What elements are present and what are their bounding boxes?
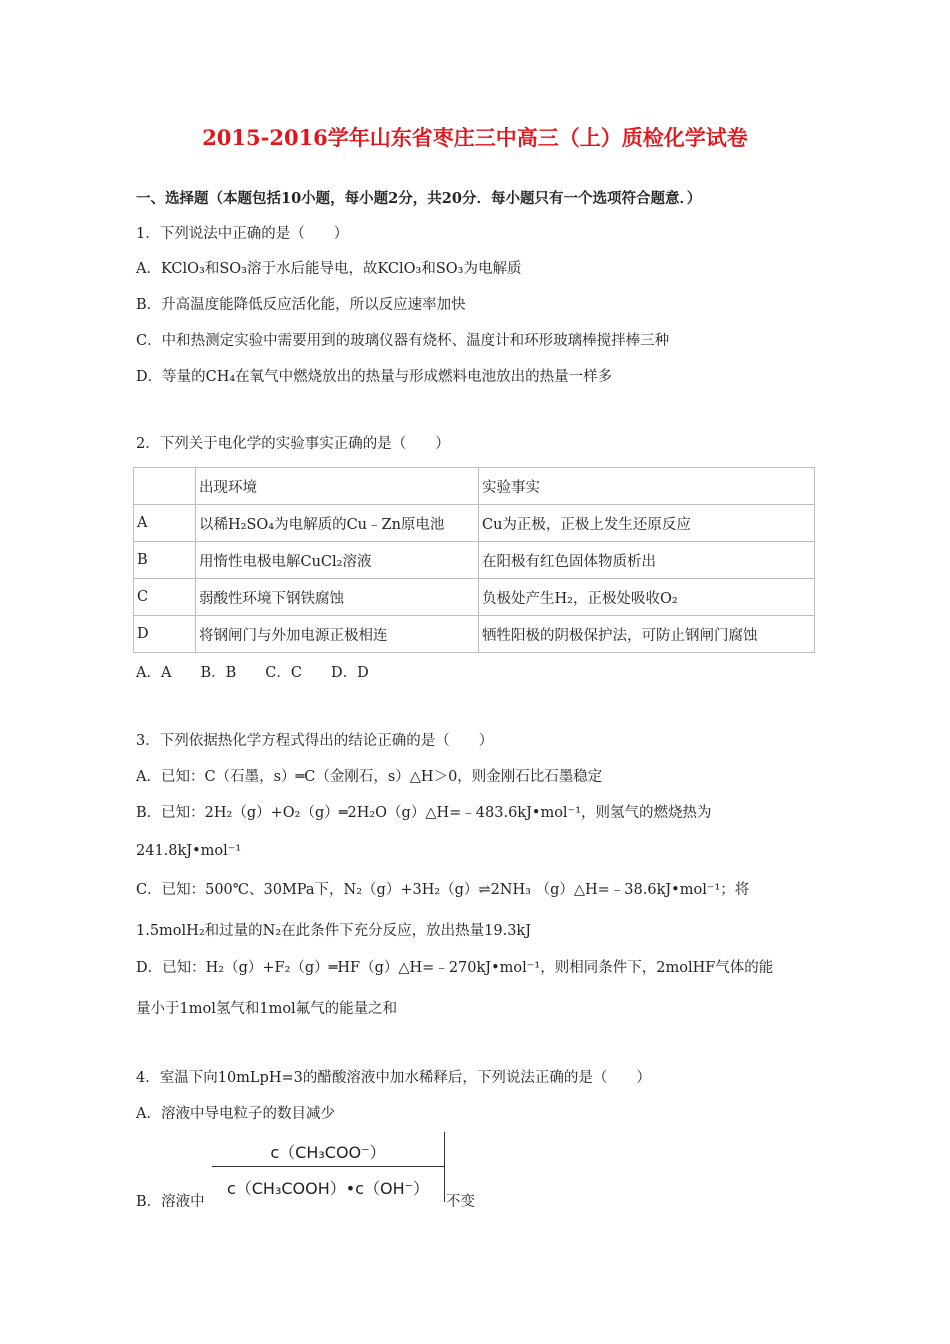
q4-option-b-suffix: 不变 (446, 1194, 475, 1210)
table-cell: 负极处产生H₂，正极处吸收O₂ (479, 579, 815, 616)
q3-option-c-line2: 1.5molH₂和过量的N₂在此条件下充分反应，放出热量19.3kJ (136, 923, 532, 939)
table-cell (134, 468, 196, 505)
q1-option-c: C．中和热测定实验中需要用到的玻璃仪器有烧杯、温度计和环形玻璃棒搅拌棒三种 (136, 333, 670, 349)
table-row (134, 542, 815, 579)
q3-stem: 3．下列依据热化学方程式得出的结论正确的是（ ） (136, 733, 494, 749)
page-title: 2015-2016学年山东省枣庄三中高三（上）质检化学试卷 (202, 125, 748, 150)
table-cell: A (134, 505, 196, 542)
q1-option-d: D．等量的CH₄在氧气中燃烧放出的热量与形成燃料电池放出的热量一样多 (136, 369, 613, 385)
q1-option-b: B．升高温度能降低反应活化能，所以反应速率加快 (136, 297, 466, 313)
table-cell: 将钢闸门与外加电源正极相连 (196, 616, 479, 653)
table-cell: 弱酸性环境下钢铁腐蚀 (196, 579, 479, 616)
q3-option-a: A．已知：C（石墨，s）═C（金刚石，s）△H＞0，则金刚石比石墨稳定 (136, 769, 603, 785)
q3-option-c-line1: C．已知：500℃、30MPa下，N₂（g）+3H₂（g）⇌2NH₃ （g）△H=﹣38.6kJ•mol⁻¹；将 (136, 882, 750, 898)
fraction-bar (212, 1166, 444, 1167)
table-cell: Cu为正极，正极上发生还原反应 (479, 505, 815, 542)
q3-option-d-line2: 量小于1mol氢气和1mol氟气的能量之和 (136, 1001, 398, 1017)
table-row (134, 505, 815, 542)
table-cell: 在阳极有红色固体物质析出 (479, 542, 815, 579)
table-header-row (134, 468, 815, 505)
table-cell: 用惰性电极电解CuCl₂溶液 (196, 542, 479, 579)
q4-stem: 4．室温下向10mLpH=3的醋酸溶液中加水稀释后，下列说法正确的是（ ） (136, 1070, 651, 1086)
fraction-denominator: c（CH₃COOH）•c（OH⁻） (226, 1179, 430, 1198)
fraction-numerator: c（CH₃COO⁻） (270, 1143, 386, 1162)
q1-option-a: A．KClO₃和SO₃溶于水后能导电，故KClO₃和SO₃为电解质 (136, 261, 522, 277)
table-cell: B (134, 542, 196, 579)
q2-table (133, 467, 815, 653)
q3-option-d-line1: D．已知：H₂（g）+F₂（g）═HF（g）△H=﹣270kJ•mol⁻¹，则相同条件下，2molHF气体的能 (136, 960, 774, 976)
q3-option-b-line1: B．已知：2H₂（g）+O₂（g）═2H₂O（g）△H=﹣483.6kJ•mol⁻¹，则氢气的燃烧热为 (136, 805, 712, 821)
q4-option-a: A．溶液中导电粒子的数目减少 (136, 1106, 335, 1122)
table-cell: 以稀H₂SO₄为电解质的Cu﹣Zn原电池 (196, 505, 479, 542)
table-row (134, 579, 815, 616)
table-row (134, 616, 815, 653)
q4-option-b-prefix: B．溶液中 (136, 1194, 205, 1210)
table-cell: D (134, 616, 196, 653)
table-cell: C (134, 579, 196, 616)
q3-option-b-line2: 241.8kJ•mol⁻¹ (136, 843, 242, 859)
table-header-environment: 出现环境 (196, 468, 479, 505)
q2-options: A．A B．B C．C D．D (136, 665, 369, 681)
section-heading: 一、选择题（本题包括10小题，每小题2分，共20分．每小题只有一个选项符合题意．） (136, 190, 702, 207)
concentration-fraction (212, 1132, 445, 1202)
table-header-fact: 实验事实 (479, 468, 815, 505)
q2-stem: 2．下列关于电化学的实验事实正确的是（ ） (136, 436, 450, 452)
q1-stem: 1．下列说法中正确的是（ ） (136, 226, 349, 242)
table-cell: 牺牲阳极的阴极保护法，可防止钢闸门腐蚀 (479, 616, 815, 653)
